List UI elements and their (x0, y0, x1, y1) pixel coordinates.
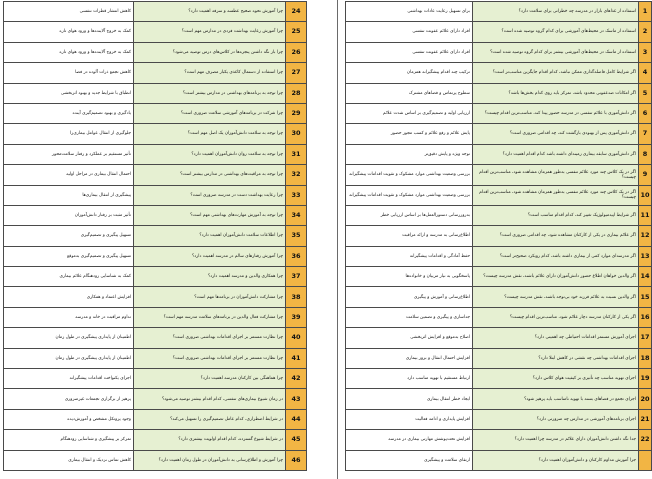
answer-text: افراد دارای علائم عفونت تنفسی (346, 42, 473, 62)
question-row (346, 124, 652, 144)
question-number: 30 (286, 124, 307, 144)
question-number: 22 (639, 430, 652, 450)
question-row (346, 144, 652, 164)
answer-text: جلوگیری از انتقال عوامل بیماری‌زا (4, 124, 134, 144)
question-number: 36 (286, 246, 307, 266)
question-number: 6 (639, 103, 652, 123)
answer-text: پیشگیری از انتقال بیماری‌ها (4, 185, 134, 205)
question-text: چرا هماهنگی بین کارکنان مدرسه اهمیت دارد؟ (134, 369, 286, 389)
answer-text: تمرکز بر پیشگیری و شناسایی زودهنگام (4, 430, 134, 450)
answer-text: کاهش انتشار قطرات تنفسی (4, 2, 134, 22)
question-number: 29 (286, 103, 307, 123)
question-text: جدا نگه داشتن دانش‌آموزان دارای علائم در مدرسه چرا اهمیت دارد؟ (473, 430, 639, 450)
question-number: 7 (639, 124, 652, 144)
answer-text: افزایش پایداری و ادامه فعالیت (346, 409, 473, 429)
question-number: 15 (639, 287, 652, 307)
question-row (346, 389, 652, 409)
answer-text: پاسخگویی به نیاز مربیان و خانواده‌ها (346, 267, 473, 287)
question-row (4, 42, 307, 62)
question-text: چرا شرکت در برنامه‌های آموزشی سلامت ضروری است؟ (134, 103, 286, 123)
question-number: 24 (286, 2, 307, 22)
question-text: اگر در یک کلاس چند مورد علائم تنفسی به‌طور همزمان مشاهده شود، مناسب‌ترین اقدام چیست؟ (473, 185, 639, 205)
question-text: در شرایط اضطراری، کدام عامل تصمیم‌گیری را تسهیل می‌کند؟ (134, 409, 286, 429)
answer-text: افزایش تحت‌پوشش مهارتی بیماری در مدرسه (346, 430, 473, 450)
question-row (346, 430, 652, 450)
answer-text: کاهش تماس نزدیک و انتقال بیماری (4, 450, 134, 470)
answer-text: تسهیل پیگیری و تصمیم‌گیری (4, 226, 134, 246)
answer-text: سطوح پرتماس و فضاهای مشترک (346, 83, 473, 103)
column-divider (337, 0, 338, 479)
question-row (346, 246, 652, 266)
question-text: اجرای تجمع در فضاهای بسته با تهویه نامناسب باید پرهیز شود؟ (473, 389, 639, 409)
answer-text: افزایش احتمال انتقال و بروز بیماری (346, 348, 473, 368)
answer-text: ارزیابی اولیه و تصمیم‌گیری بر اساس شدت علائم (346, 103, 473, 123)
question-row (4, 22, 307, 42)
question-number: 27 (286, 63, 307, 83)
question-number: 10 (639, 185, 652, 205)
question-row (346, 185, 652, 205)
question-text: اگر دانش‌آموزی سابقه بیماری زمینه‌ای داشته باشد کدام اقدام اهمیت دارد؟ (473, 144, 639, 164)
question-text: اگر یکی از کارکنان مدرسه دچار علائم شود، مناسب‌ترین اقدام چیست؟ (473, 307, 639, 327)
question-row (4, 185, 307, 205)
answer-text: بررسی وضعیت بهداشتی موارد مشکوک و تقویت اقدامات پیشگیرانه (346, 165, 473, 185)
question-row (4, 450, 307, 470)
question-text: اگر در یک کلاس چند مورد علائم تنفسی به‌طور همزمان مشاهده شود، مناسب‌ترین اقدام چیست؟ (473, 165, 639, 185)
question-row (4, 409, 307, 429)
question-row (346, 83, 652, 103)
question-row (346, 409, 652, 429)
question-row (4, 328, 307, 348)
answer-text: کمک به شناسایی زودهنگام علائم بیماری (4, 267, 134, 287)
answer-text: افزایش اعتماد و همکاری (4, 287, 134, 307)
question-text: استفاده از غذاهای بازار در مدرسه چه خطراتی برای سلامت دارد؟ (473, 2, 639, 22)
question-row (4, 307, 307, 327)
question-row (346, 22, 652, 42)
question-row (4, 369, 307, 389)
question-row (4, 83, 307, 103)
answer-text: وجود پروتکل مشخص و آموزش‌دیده (4, 409, 134, 429)
question-text: چرا توجه به سلامت دانش‌آموزان یک اصل مهم است؟ (134, 124, 286, 144)
question-row (4, 103, 307, 123)
question-table-left (3, 1, 307, 471)
answer-text: یادگیری و بهبود تصمیم‌گیری آینده (4, 103, 134, 123)
question-number: 46 (286, 450, 307, 470)
question-number: 1 (639, 2, 652, 22)
question-text: اجرای تهویه مناسب چه تأثیری بر کیفیت هوای کلاس دارد؟ (473, 369, 639, 389)
question-table-right (345, 1, 652, 471)
answer-text: کمک به خروج آلاینده‌ها و ورود هوای تازه (4, 22, 134, 42)
question-text: چرا آموزش رعایت بهداشت فردی در مدارس مهم است؟ (134, 22, 286, 42)
question-text: استفاده از ماسک در محیط‌های آموزشی بیشتر برای کدام گروه توصیه شده است؟ (473, 42, 639, 62)
question-row (4, 389, 307, 409)
question-text: چرا مشارکت دانش‌آموزان در برنامه‌ها مهم است؟ (134, 287, 286, 307)
question-text: استفاده از ماسک در محیط‌های آموزشی برای کدام گروه توصیه شده است؟ (473, 22, 639, 42)
question-row (346, 42, 652, 62)
question-row (4, 246, 307, 266)
question-number: 4 (639, 63, 652, 83)
question-number: 19 (639, 369, 652, 389)
question-row (4, 124, 307, 144)
question-row (346, 165, 652, 185)
question-row (346, 2, 652, 22)
question-number: 31 (286, 144, 307, 164)
answer-text: اجرای یکنواخت اقدامات پیشگیرانه (4, 369, 134, 389)
question-row (346, 205, 652, 225)
question-text: اگر امکانات ضدعفونی محدود باشد، تمرکز باید روی کدام بخش‌ها باشد؟ (473, 83, 639, 103)
answer-text: تأثیر مستقیم بر عملکرد و رفتار سلامت‌محور (4, 144, 134, 164)
question-number: 8 (639, 144, 652, 164)
question-text: چرا آموزش رفتارهای سالم در مدرسه اهمیت دارد؟ (134, 246, 286, 266)
question-text: اجرای اقدامات بهداشتی چه نقشی در کاهش ابتلا دارد؟ (473, 348, 639, 368)
answer-text: ترکیب چند اقدام پیشگیرانه همزمان (346, 63, 473, 83)
question-text: چرا آموزش و اطلاع‌رسانی به دانش‌آموزان در طول زمان اهمیت دارد؟ (134, 450, 286, 470)
question-number: 33 (286, 185, 307, 205)
question-row (4, 63, 307, 83)
question-text: اجرای آموزش مستمر اقدامات احتیاطی چه اهمیتی دارد؟ (473, 328, 639, 348)
answer-text: ایجاد خطر انتقال بیماری (346, 389, 473, 409)
answer-text: تداوم مراقبت در خانه و مدرسه (4, 307, 134, 327)
question-number: 11 (639, 205, 652, 225)
question-number: 18 (639, 348, 652, 368)
question-row (346, 328, 652, 348)
answer-text: ارتباط مستقیم با تهویه مناسب دارد (346, 369, 473, 389)
question-number: 2 (639, 22, 652, 42)
question-number: 12 (639, 226, 652, 246)
question-number: 45 (286, 430, 307, 450)
answer-text: کاهش تجمع ذرات آلوده در فضا (4, 63, 134, 83)
question-number: 42 (286, 369, 307, 389)
question-text: جرا آموزش مداوم کارکنان و دانش‌آموزان اهمیت دارد؟ (473, 450, 639, 470)
question-text: اگر دانش‌آموزی با علائم تنفسی در مدرسه حضور پیدا کند، مناسب‌ترین اقدام چیست؟ (473, 103, 639, 123)
question-number: 34 (286, 205, 307, 225)
question-text: چرا مشارکت فعال والدین در برنامه‌های سلامت مدرسه مهم است؟ (134, 307, 286, 327)
question-text: چرا همکاری والدین و مدرسه اهمیت دارد؟ (134, 267, 286, 287)
question-number: 43 (286, 389, 307, 409)
answer-text: اطمینان از پایداری پیشگیری در طول زمان (4, 348, 134, 368)
question-row (4, 287, 307, 307)
question-row (346, 63, 652, 83)
answer-text: انطباق با شرایط جدید و بهبود اثربخشی (4, 83, 134, 103)
question-text: چرا باز نگه داشتن پنجره‌ها در کلاس‌های درس توصیه می‌شود؟ (134, 42, 286, 62)
question-number: 39 (286, 307, 307, 327)
question-text: چرا آموزش نحوه صحیح عطسه و سرفه اهمیت دارد؟ (134, 2, 286, 22)
question-text: اگر شرایط کامل فاصله‌گذاری ممکن نباشد، کدام اقدام جایگزین مناسب‌تر است؟ (473, 63, 639, 83)
question-text: چرا توجه به برنامه‌های بهداشتی در مدارس بیشتر است؟ (134, 83, 286, 103)
question-number: 9 (639, 165, 652, 185)
question-table-left-body (4, 2, 307, 471)
question-text: در شرایط شیوع گسترده، کدام اقدام اولویت بیشتری دارد؟ (134, 430, 286, 450)
question-number: 40 (286, 328, 307, 348)
question-row (4, 2, 307, 22)
question-text: چرا نظارت مستمر بر اجرای اقدامات بهداشتی ضروری است؟ (134, 328, 286, 348)
question-number: 5 (639, 83, 652, 103)
question-row (4, 430, 307, 450)
question-text: چرا توجه به سلامت روان دانش‌آموزان اهمیت دارد؟ (134, 144, 286, 164)
question-number: 21 (639, 409, 652, 429)
question-text: اگر والدین خواهان اطلاع حضور دانش‌آموزان دارای علائم باشند، نقش مدرسه چیست؟ (473, 267, 639, 287)
answer-text: اطلاع‌رسانی و آموزش و پیگیری (346, 287, 473, 307)
question-text: اگر علائم بیماری در یکی از کارکنان مشاهده شود، چه اقدامی ضروری است؟ (473, 226, 639, 246)
answer-text: اطمینان از پایداری پیشگیری در طول زمان (4, 328, 134, 348)
question-text: اگر دانش‌آموزی پس از بهبودی بازگشت کند، چه اقدامی ضروری است؟ (473, 124, 639, 144)
question-row (4, 267, 307, 287)
question-number: 13 (639, 246, 652, 266)
question-number: 3 (639, 42, 652, 62)
question-row (4, 165, 307, 185)
answer-text: کمک به خروج آلاینده‌ها و ورود هوای تازه (4, 42, 134, 62)
answer-text: پایش علائم و رفع علائم و کسب مجوز حضور (346, 124, 473, 144)
question-text: اجرای برنامه‌های آموزشی در مدارس چه ضرورتی دارد؟ (473, 409, 639, 429)
answer-text: حفظ آمادگی و اقدامات پیشگیرانه (346, 246, 473, 266)
question-row (4, 348, 307, 368)
question-number: 16 (639, 307, 652, 327)
question-number: 44 (286, 409, 307, 429)
question-row (346, 226, 652, 246)
question-row (346, 369, 652, 389)
question-number: 28 (286, 83, 307, 103)
question-number: 32 (286, 165, 307, 185)
answer-text: بررسی وضعیت بهداشتی موارد مشکوک و تقویت اقدامات پیشگیرانه (346, 185, 473, 205)
question-table-right-body (346, 2, 652, 471)
answer-text: به‌روزرسانی دستورالعمل‌ها بر اساس ارزیابی خطر (346, 205, 473, 225)
answer-text: جداسازی و پیگیری و تضمین سلامت (346, 307, 473, 327)
question-row (4, 205, 307, 225)
answer-text: تأثیر مثبت بر رفتار دانش‌آموزان (4, 205, 134, 225)
question-number: 41 (286, 348, 307, 368)
question-text: چرا اطلاعات سلامت دانش‌آموزان اهمیت دارد؟ (134, 226, 286, 246)
question-number: 37 (286, 267, 307, 287)
question-row (346, 348, 652, 368)
question-text: چرا توجه به مراقبت‌های بهداشتی در مدارس بیشتر است؟ (134, 165, 286, 185)
question-number: 25 (286, 22, 307, 42)
question-text: چرا رعایت بهداشت دست در مدرسه ضروری است؟ (134, 185, 286, 205)
question-text: در زمان شیوع بیماری‌های تنفسی، کدام اقدام بیشتر توصیه می‌شود؟ (134, 389, 286, 409)
question-number: 26 (286, 42, 307, 62)
question-row (4, 144, 307, 164)
question-row (346, 267, 652, 287)
question-text: چرا نظارت مستمر بر اجرای اقدامات بهداشتی ضروری است؟ (134, 348, 286, 368)
question-number (639, 450, 652, 470)
answer-text: اطلاع‌رسانی به مدرسه و ارائه مراقبت (346, 226, 473, 246)
question-number: 35 (286, 226, 307, 246)
question-text: اگر شرایط اپیدمیولوژیک تغییر کند، کدام اقدام مناسب است؟ (473, 205, 639, 225)
answer-text: ارتقای سلامت و پیشگیری (346, 450, 473, 470)
question-text: اگر مدرسه‌ای موارد کمی از بیماری داشته باشد، کدام رویکرد صحیح‌تر است؟ (473, 246, 639, 266)
answer-text: افراد دارای علائم عفونت تنفسی (346, 22, 473, 42)
answer-text: اصلاح به‌موقع و افزایش اثربخشی (346, 328, 473, 348)
question-text: چرا توجه به آموزش مهارت‌های بهداشتی مهم است؟ (134, 205, 286, 225)
question-row (346, 307, 652, 327)
question-row (346, 450, 652, 470)
question-text: چرا استفاده از دستمال کاغذی یکبار مصرف مهم است؟ (134, 63, 286, 83)
question-row (346, 103, 652, 123)
question-text: اگر والدین نسبت به علائم فرزند خود بی‌توجه باشند، نقش مدرسه چیست؟ (473, 287, 639, 307)
question-number: 14 (639, 267, 652, 287)
answer-text: تسهیل پیگیری و تصمیم‌گیری به‌موقع (4, 246, 134, 266)
answer-text: پرهیز از برگزاری تجمعات غیرضروری (4, 389, 134, 409)
question-number: 17 (639, 328, 652, 348)
question-row (4, 226, 307, 246)
answer-text: احتمال انتقال بیماری در مراحل اولیه (4, 165, 134, 185)
answer-text: توجه ویژه و پایش دقیق‌تر (346, 144, 473, 164)
question-row (346, 287, 652, 307)
answer-text: برای تسهیل رعایت عادات بهداشتی (346, 2, 473, 22)
question-number: 38 (286, 287, 307, 307)
question-number: 20 (639, 389, 652, 409)
